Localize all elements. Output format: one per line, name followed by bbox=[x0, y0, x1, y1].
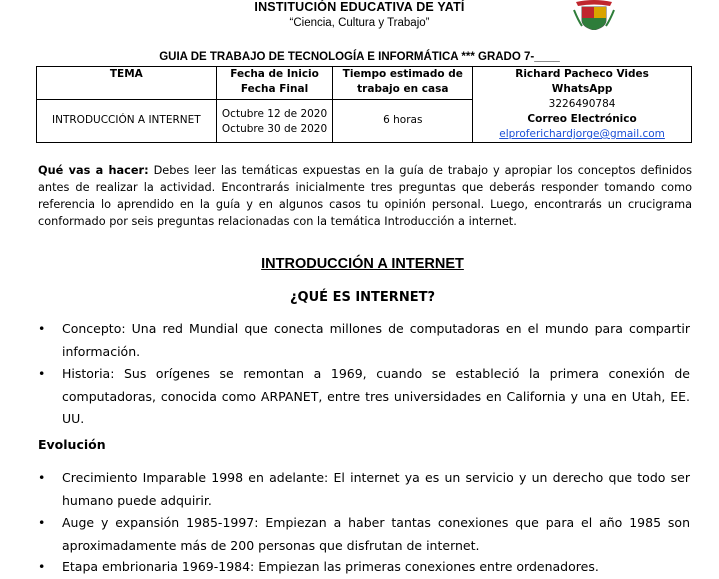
guide-title: GUIA DE TRABAJO DE TECNOLOGÍA E INFORMÁTICA *** GRADO 7-____ bbox=[159, 51, 560, 63]
email-label: Correo Electrónico bbox=[527, 113, 637, 125]
evolution-heading: Evolución bbox=[38, 437, 106, 452]
list-item: • Etapa embrionaria 1969-1984: Empiezan las primeras conexiones entre ordenadores. bbox=[38, 556, 690, 579]
list-item: • Historia: Sus orígenes se remontan a 1969, cuando se estableció la primera conexión de computadoras, conocida como ARPANET, entre tres universidades en California y una en Utah, EE. UU. bbox=[38, 363, 690, 431]
institution-motto: “Ciencia, Cultura y Trabajo” bbox=[289, 17, 430, 29]
duration-header: Tiempo estimado de trabajo en casa bbox=[333, 67, 473, 100]
duration-value: 6 horas bbox=[333, 99, 473, 142]
bullet-icon: • bbox=[38, 321, 46, 336]
email-link[interactable]: elproferichardjorge@gmail.com bbox=[499, 128, 665, 140]
list-item: • Concepto: Una red Mundial que conecta millones de computadoras en el mundo para compartir información. bbox=[38, 318, 690, 363]
bullet-icon: • bbox=[38, 559, 46, 574]
bullet-icon: • bbox=[38, 366, 46, 381]
info-table bbox=[36, 66, 692, 143]
topic-value: INTRODUCCIÓN A INTERNET bbox=[37, 99, 217, 142]
bullet-icon: • bbox=[38, 470, 46, 485]
instructions-paragraph bbox=[38, 162, 692, 230]
dates-value: Octubre 12 de 2020 Octubre 30 de 2020 bbox=[216, 99, 333, 142]
section-subtitle: ¿QUÉ ES INTERNET? bbox=[290, 290, 435, 305]
whatsapp-label: WhatsApp bbox=[551, 83, 613, 95]
instructions-label: Qué vas a hacer: bbox=[38, 164, 149, 177]
section-title: INTRODUCCIÓN A INTERNET bbox=[261, 256, 464, 272]
institution-name: INSTITUCIÓN EDUCATIVA DE YATÍ bbox=[254, 0, 465, 14]
list-item: • Crecimiento Imparable 1998 en adelante: El internet ya es un servicio y un derecho que todo ser humano puede adquirir. bbox=[38, 467, 690, 512]
bullet-icon: • bbox=[38, 515, 46, 530]
topic-header: TEMA bbox=[37, 67, 217, 100]
teacher-name: Richard Pacheco Vides bbox=[515, 68, 649, 80]
school-crest-icon bbox=[572, 0, 616, 30]
instructions-text: Debes leer las temáticas expuestas en la guía de trabajo y apropiar los conceptos definidos antes de realizar la actividad. Encontrarás inicialmente tres preguntas que deberás responder tomando como referencia lo aprendido en la guía y en algunos casos tu opinión personal. Luego, encontrarás un crucigrama conformado por seis preguntas relacionadas con la temática Introducción a internet. bbox=[38, 164, 692, 228]
teacher-contact-cell bbox=[473, 67, 692, 143]
list-item: • Auge y expansión 1985-1997: Empiezan a haber tantas conexiones que para el año 1985 son aproximadamente más de 200 personas que disfrutan de internet. bbox=[38, 512, 690, 557]
dates-header: Fecha de Inicio Fecha Final bbox=[216, 67, 333, 100]
phone-number: 3226490784 bbox=[548, 98, 616, 110]
